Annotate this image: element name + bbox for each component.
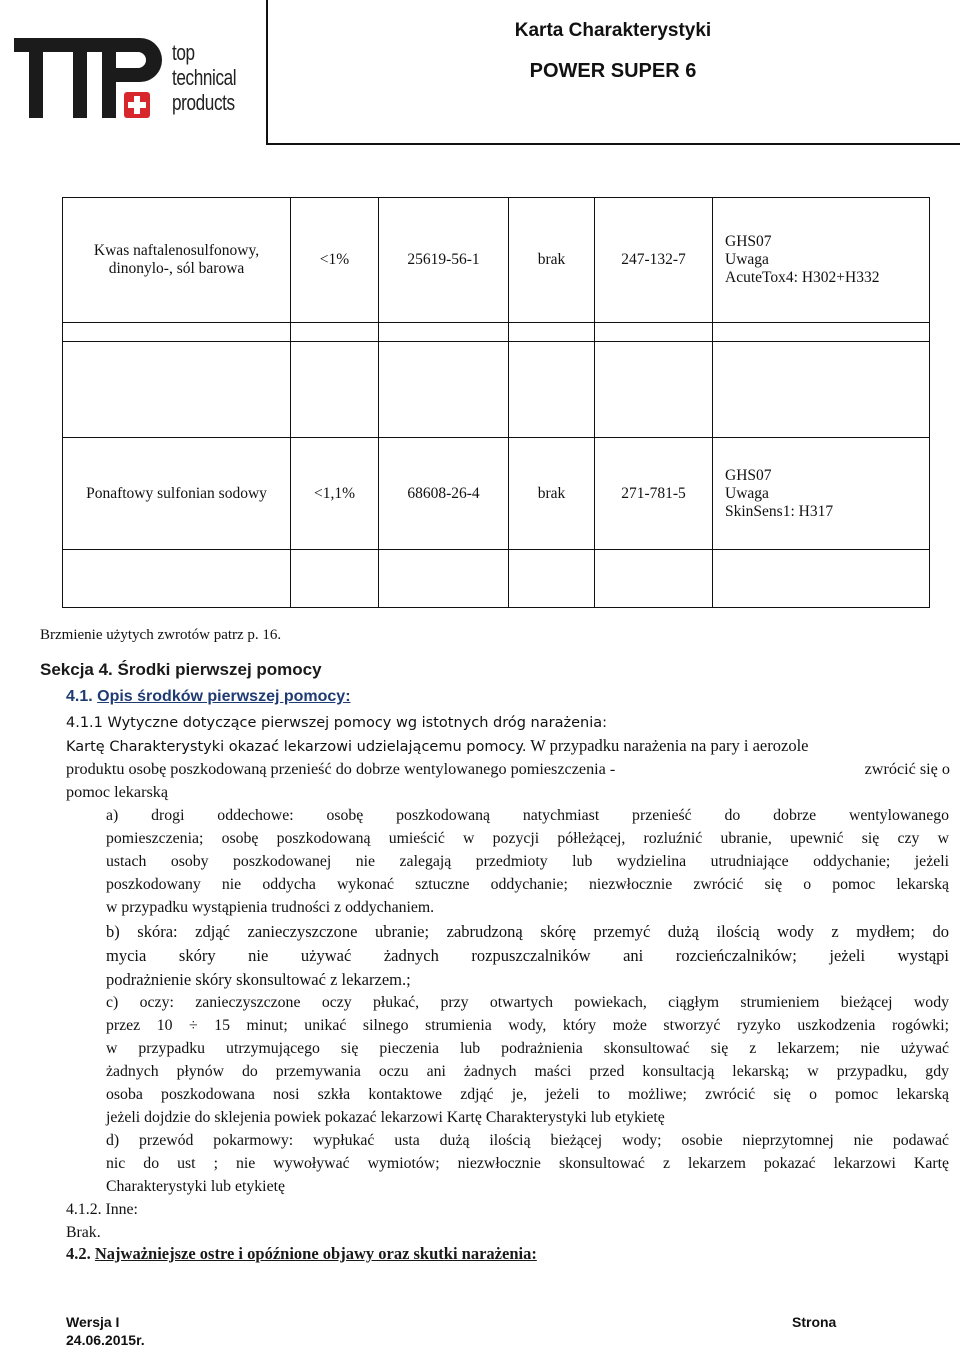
component-name: Kwas naftalenosulfonowy, dinonylo-, sól barowa bbox=[63, 198, 291, 323]
first-aid-respiratory: poszkodowany nie oddycha wykonać sztuczne oddychanie; niezwłocznie zwrócić się o pomoc lekarską bbox=[106, 876, 949, 893]
first-aid-skin: podrażnienie skóry skonsultować z lekarzem.; bbox=[106, 970, 411, 989]
first-aid-eyes: osoba poszkodowana nosi szkła kontaktowe zdjąć je, jeżeli to możliwe; zwrócić się o pomoc lekarską bbox=[106, 1086, 949, 1103]
table-row-spacer bbox=[63, 550, 930, 608]
first-aid-respiratory: pomieszczenia; osobę poszkodowaną umieścić w pozycji półleżącej, rozluźnić ubranie, upewnić się czy w bbox=[106, 830, 949, 847]
paragraph-line: produktu osobę poszkodowaną przenieść do dobrze wentylowanego pomieszczenia - zwrócić się o bbox=[66, 760, 950, 778]
first-aid-skin: mycia skóry nie używać żadnych rozpuszczalników ani rozcieńczalników; jeżeli wystąpi bbox=[106, 946, 949, 965]
other-value: Brak. bbox=[66, 1224, 101, 1241]
product-name: POWER SUPER 6 bbox=[529, 60, 697, 82]
cas-number: 68608-26-4 bbox=[379, 438, 509, 550]
concentration: <1,1% bbox=[291, 438, 379, 550]
concentration: <1% bbox=[291, 198, 379, 323]
ec-number: 271-781-5 bbox=[595, 438, 713, 550]
subsection-4-1-1: 4.1.1 Wytyczne dotyczące pierwszej pomocy wg istotnych dróg narażenia: bbox=[66, 715, 607, 731]
first-aid-eyes: jeżeli dojdzie do sklejenia powiek pokazać lekarzowi Kartę Charakterystyki lub etykietę bbox=[106, 1109, 665, 1126]
first-aid-respiratory: ustach osoby poszkodowanej nie zalegają przedmioty lub wydzielina utrudniające oddychanie; jeżeli bbox=[106, 853, 949, 870]
table-row-spacer bbox=[63, 323, 930, 342]
first-aid-eyes: przez 10 ÷ 15 minut; unikać silnego strumienia wody, który może stworzyć ryzyko uszkodzenia rogówki; bbox=[106, 1017, 949, 1034]
first-aid-ingestion: Charakterystyki lub etykietę bbox=[106, 1178, 285, 1195]
components-table bbox=[62, 197, 930, 608]
table-row-spacer bbox=[63, 342, 930, 438]
subsection-4-2-heading: 4.2. Najważniejsze ostre i opóźnione objawy oraz skutki narażenia: bbox=[66, 1244, 537, 1263]
paragraph-line: pomoc lekarską bbox=[66, 783, 169, 801]
table-row bbox=[63, 438, 930, 550]
subsection-4-1-2: 4.1.2. Inne: bbox=[66, 1201, 138, 1218]
first-aid-ingestion: d) przewód pokarmowy: wypłukać usta dużą ilością bieżącej wody; osobie nieprzytomnej nie podawać bbox=[106, 1132, 949, 1149]
first-aid-ingestion: nic do ust ; nie wywoływać wymiotów; niezwłocznie skonsultować z lekarzem pokazać lekarzowi Kartę bbox=[106, 1155, 949, 1172]
logo-text-products: products bbox=[172, 90, 235, 115]
footer-page: Strona bbox=[792, 1314, 837, 1330]
first-aid-eyes: w przypadku utrzymującego się pieczenia lub podrażnienia skonsultować się z lekarzem; nie używać bbox=[106, 1040, 949, 1057]
cas-number: 25619-56-1 bbox=[379, 198, 509, 323]
logo-text-top: top bbox=[172, 40, 195, 65]
first-aid-skin: b) skóra: zdjąć zanieczyszczone ubranie; zabrudzoną skórę przemyć dużą ilością wody z mydłem; do bbox=[106, 922, 949, 941]
logo-text-technical: technical bbox=[172, 65, 237, 90]
index-number: brak bbox=[509, 438, 595, 550]
footer-version: Wersja I bbox=[66, 1314, 120, 1330]
first-aid-eyes: c) oczy: zanieczyszczone oczy płukać, przy otwartych powiekach, ciągłym strumieniem bieżącej wody bbox=[106, 994, 949, 1011]
subsection-4-1-heading: 4.1. Opis środków pierwszej pomocy: bbox=[66, 688, 351, 705]
classification: GHS07 Uwaga SkinSens1: H317 bbox=[713, 438, 930, 550]
first-aid-eyes: żadnych płynów do przemywania oczu ani żadnych maści przed konsultacją lekarską; w przypadku, gdy bbox=[106, 1063, 949, 1080]
company-logo bbox=[12, 28, 244, 128]
table-row bbox=[63, 198, 930, 323]
ec-number: 247-132-7 bbox=[595, 198, 713, 323]
classification: GHS07 Uwaga AcuteTox4: H302+H332 bbox=[713, 198, 930, 323]
first-aid-respiratory: a) drogi oddechowe: osobę poszkodowaną natychmiast przenieść do dobrze wentylowanego bbox=[106, 807, 949, 824]
paragraph-line: Kartę Charakterystyki okazać lekarzowi udzielającemu pomocy. W przypadku narażenia na pary i aerozole bbox=[66, 736, 809, 755]
phrases-reference-note: Brzmienie użytych zwrotów patrz p. 16. bbox=[40, 627, 282, 643]
ttp-logo-mark bbox=[12, 28, 172, 128]
first-aid-respiratory: w przypadku wystąpienia trudności z oddychaniem. bbox=[106, 899, 435, 916]
index-number: brak bbox=[509, 198, 595, 323]
document-type-title: Karta Charakterystyki bbox=[514, 20, 712, 41]
section-4-title: Sekcja 4. Środki pierwszej pomocy bbox=[40, 660, 322, 679]
footer-date: 24.06.2015r. bbox=[66, 1332, 145, 1348]
component-name: Ponaftowy sulfonian sodowy bbox=[63, 438, 291, 550]
